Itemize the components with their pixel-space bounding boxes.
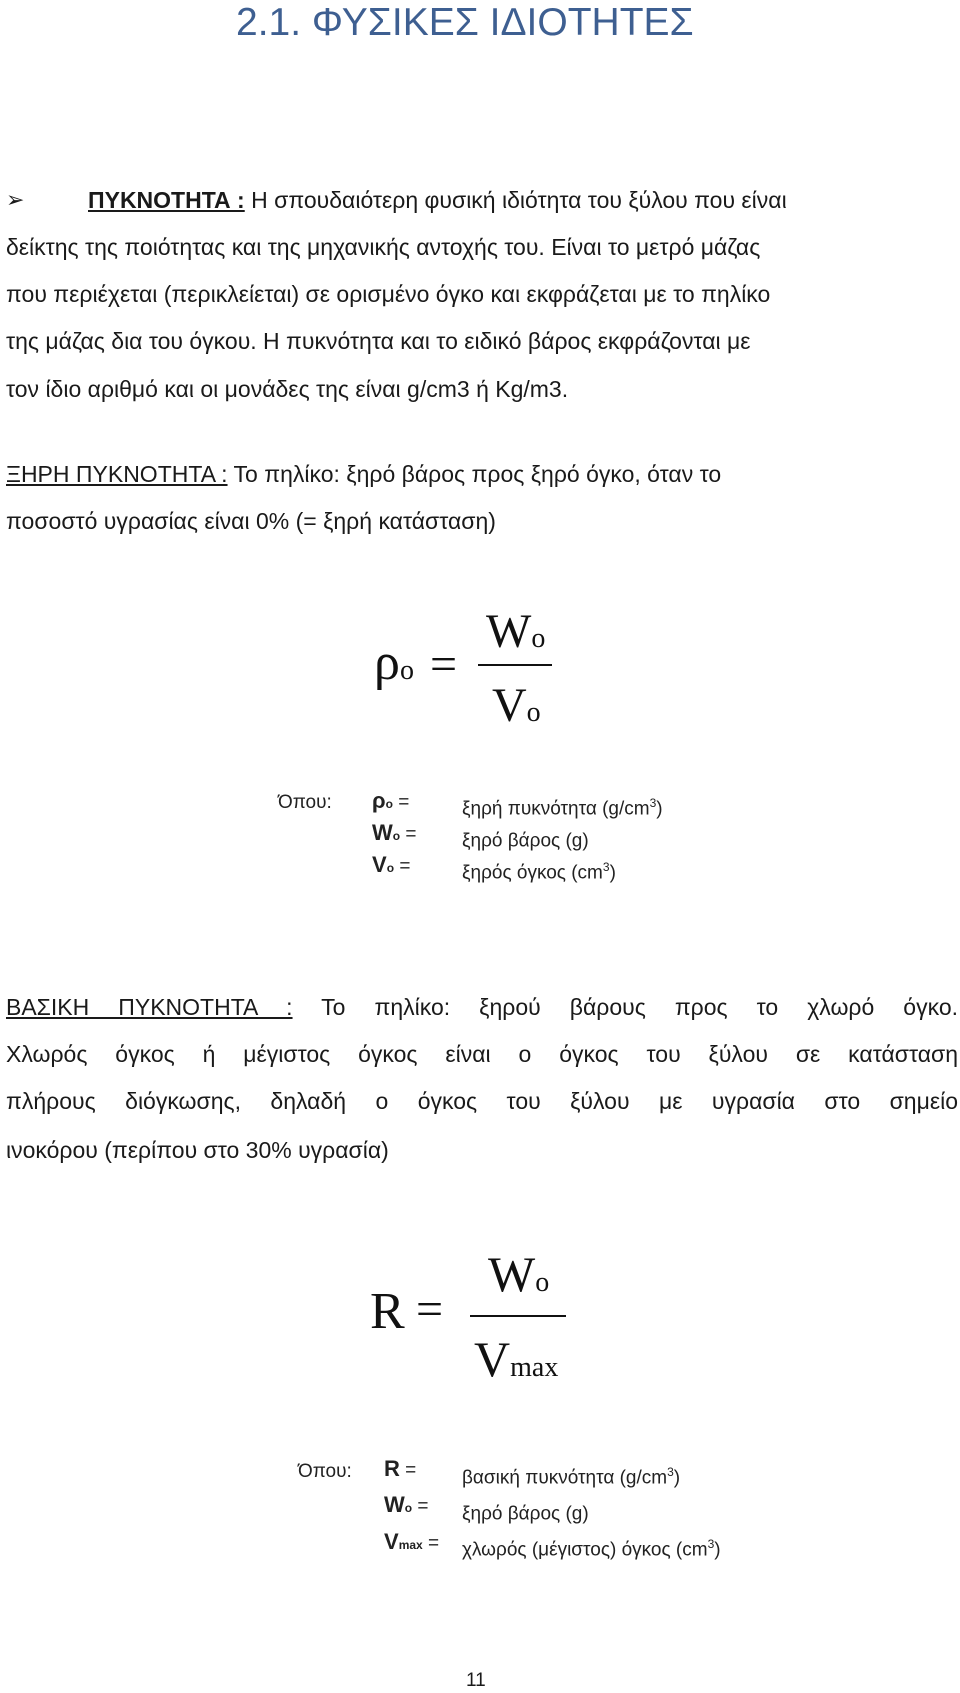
density-line-5: τον ίδιο αριθμό και οι μονάδες της είναι g/cm3 ή Kg/m3.: [6, 376, 569, 402]
formula-numerator-sub: o: [531, 623, 546, 654]
basic-legend-desc-2: ξηρό βάρος (g): [462, 1503, 589, 1525]
dry-legend-sym-2: Wo =: [372, 820, 417, 845]
formula-numerator-sub-2: o: [535, 1267, 550, 1298]
dry-density-line-2: ποσοστό υγρασίας είναι 0% (= ξηρή κατάσταση): [6, 508, 496, 534]
formula-denominator-sub-2: max: [510, 1352, 559, 1383]
dry-legend-label: Όπου:: [278, 792, 332, 813]
formula-numerator: W: [486, 605, 532, 658]
basic-density-line-4: ινοκόρου (περίπου στο 30% υγρασία): [6, 1137, 389, 1163]
fraction-bar-2: [470, 1315, 566, 1317]
dry-density-line-1-text: Το πηλίκο: ξηρό βάρος προς ξηρό όγκο, όταν το: [227, 461, 722, 487]
formula-equals: =: [430, 638, 458, 691]
basic-legend-desc-1: βασική πυκνότητα $(g/cm^3)$: [462, 1465, 681, 1489]
basic-density-line-2: Χλωρός όγκος ή μέγιστος όγκος είναι ο όγκος του ξύλου σε κατάσταση: [6, 1041, 958, 1067]
basic-density-line-1-text: Το πηλίκο: ξηρού βάρους προς το χλωρό όγκο.: [292, 994, 958, 1020]
formula-equals-2: =: [416, 1283, 444, 1336]
formula-rho: ρ: [374, 634, 400, 691]
fraction-bar: [478, 664, 552, 666]
dry-legend-desc-1: ξηρή πυκνότητα $(g/cm^3)$: [462, 796, 663, 820]
dry-density-line-1: [6, 460, 721, 488]
density-line-1: [88, 186, 787, 214]
dry-legend-desc-2: ξηρό βάρος (g): [462, 830, 589, 852]
basic-legend-sym-3: Vmax =: [384, 1529, 440, 1554]
section-title: 2.1. ΦΥΣΙΚΕΣ ΙΔΙΟΤΗΤΕΣ: [236, 1, 694, 44]
formula-denominator: V: [492, 679, 527, 732]
density-heading: ΠΥΚΝΟΤΗΤΑ :: [88, 187, 245, 213]
dry-density-heading: ΞΗΡΗ ΠΥΚΝΟΤΗΤΑ :: [6, 461, 228, 487]
dry-legend-sym-3: Vo =: [372, 852, 411, 877]
basic-legend-sym-1: R =: [384, 1456, 417, 1481]
page-number: 11: [466, 1670, 486, 1691]
dry-legend-desc-3: ξηρός όγκος $(cm^3)$: [462, 860, 616, 884]
basic-density-heading: ΒΑΣΙΚΗ ΠΥΚΝΟΤΗΤΑ :: [6, 994, 293, 1020]
density-line-2: δείκτης της ποιότητας και της μηχανικής αντοχής του. Είναι το μετρό μάζας: [6, 234, 761, 260]
basic-density-line-3: πλήρους διόγκωσης, δηλαδή ο όγκος του ξύλου με υγρασία στο σημείο: [6, 1088, 958, 1114]
density-line-4: της μάζας δια του όγκου. Η πυκνότητα και το ειδικό βάρος εκφράζονται με: [6, 328, 751, 354]
formula-rho-sub: o: [399, 655, 414, 686]
density-line-3: που περιέχεται (περικλείεται) σε ορισμένο όγκο και εκφράζεται με το πηλίκο: [6, 281, 771, 307]
basic-density-line-1: [6, 993, 958, 1021]
arrow-bullet-icon: ➢: [6, 187, 25, 212]
formula-denominator-2: V: [474, 1331, 511, 1387]
formula-numerator-2: W: [488, 1246, 536, 1302]
formula-denominator-sub: o: [526, 697, 541, 728]
basic-legend-sym-2: Wo =: [384, 1492, 429, 1517]
basic-legend-label: Όπου:: [298, 1461, 352, 1482]
formula-r: R: [370, 1283, 405, 1340]
basic-legend-desc-3: χλωρός (μέγιστος) όγκος $(cm^3)$: [462, 1537, 721, 1561]
dry-legend-sym-1: ρo =: [372, 788, 410, 813]
density-line-1-text: Η σπουδαιότερη φυσική ιδιότητα του ξύλου που είναι: [244, 187, 787, 213]
